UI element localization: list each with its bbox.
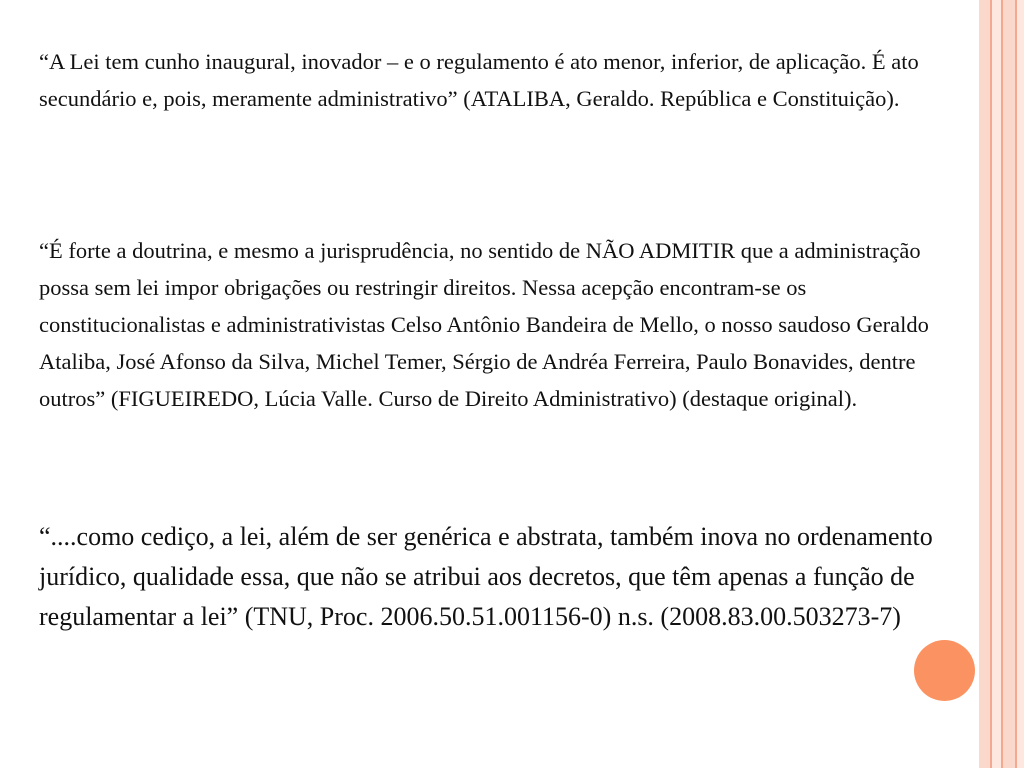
- border-stripe: [1017, 0, 1024, 768]
- quote-figueiredo: “É forte a doutrina, e mesmo a jurisprudência, no sentido de NÃO ADMITIR que a administração possa sem lei impor obrigações ou restringir direitos. Nessa acepção encontram-se os constitucionalistas e administrativistas Celso Antônio Bandeira de Mello, o nosso saudoso Geraldo Ataliba, José Afonso da Silva, Michel Temer, Sérgio de Andréa Ferreira, Paulo Bonavides, dentre outros” (FIGUEIREDO, Lúcia Valle. Curso de Direito Administrativo) (destaque original).: [39, 238, 929, 411]
- border-stripe: [1003, 0, 1015, 768]
- quote-tnu: “....como cediço, a lei, além de ser genérica e abstrata, também inova no ordenamento jurídico, qualidade essa, que não se atribui aos decretos, que têm apenas a função de regulamentar a lei” (TNU, Proc. 2006.50.51.001156-0) n.s. (2008.83.00.503273-7): [39, 522, 933, 631]
- quote-ataliba: “A Lei tem cunho inaugural, inovador – e o regulamento é ato menor, inferior, de aplicação. É ato secundário e, pois, meramente administrativo” (ATALIBA, Geraldo. República e Constituição).: [39, 49, 919, 111]
- border-stripe: [979, 0, 990, 768]
- border-stripe: [992, 0, 1001, 768]
- accent-circle: [914, 640, 975, 701]
